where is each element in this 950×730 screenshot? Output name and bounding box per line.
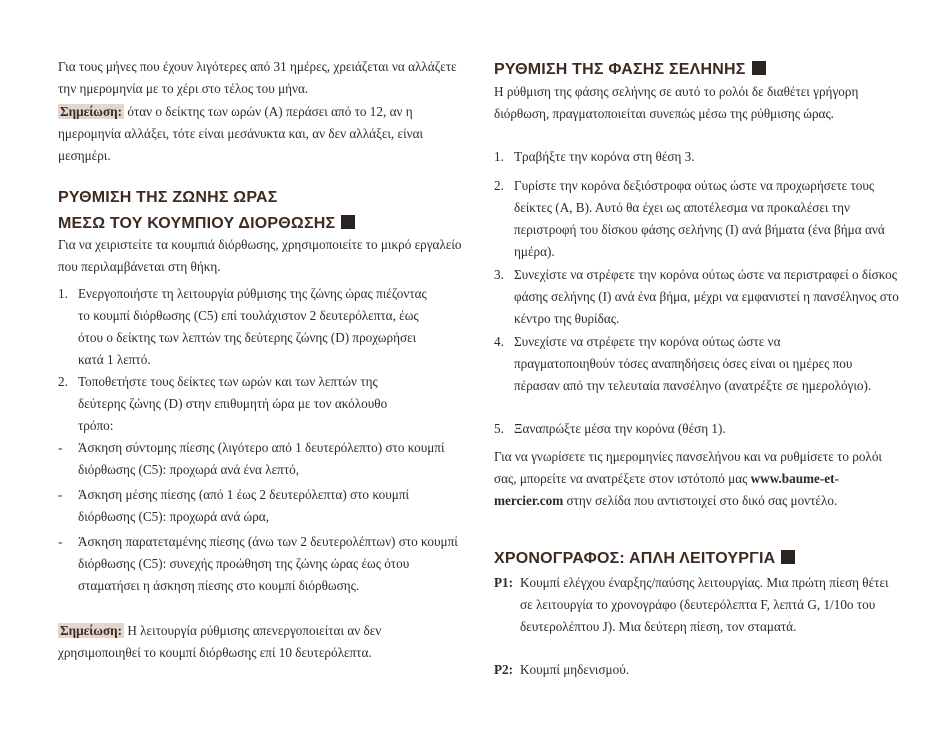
heading-line-1: ΡΥΘΜΙΣΗ ΤΗΣ ΖΩΝΗΣ ΩΡΑΣ <box>58 189 278 206</box>
bullet-mark: - <box>58 534 63 549</box>
note-label: Σημείωση: <box>60 104 123 119</box>
step-number: 1. <box>58 286 68 301</box>
step-text: Γυρίστε την κορόνα δεξιόστροφα ούτως ώστε να προχωρήσετε τους δείκτες (A, B). Αυτό θα έχει ως αποτέλεσμα να προκαλέσει την περιστροφή του δίσκου φάσης σελήνης (I) ανά βήματα (ένα βήμα ανά ημέρα). <box>514 178 885 259</box>
step-text: Τραβήξτε την κορόνα στη θέση 3. <box>514 149 695 164</box>
list-item <box>58 371 462 437</box>
note-paragraph-1 <box>58 101 462 167</box>
bullet-mark: - <box>58 487 63 502</box>
bullet-mark: - <box>58 440 63 455</box>
heading-line-2: ΜΕΣΩ ΤΟΥ ΚΟΥΜΠΙΟΥ ΔΙΟΡΘΩΣΗΣ <box>58 215 336 232</box>
pusher-key: P1: <box>494 575 514 590</box>
intro-paragraph: Για τους μήνες που έχουν λιγότερες από 31 ημέρες, χρειάζεται να αλλάζετε την ημερομηνία με το χέρι στο τέλος του μήνα. <box>58 59 457 96</box>
pusher-item <box>494 659 902 681</box>
pusher-key: P2: <box>494 662 514 677</box>
section-lead: Για να χειριστείτε τα κουμπιά διόρθωσης, χρησιμοποιείτε το μικρό εργαλείο που περιλαμβάνεται στη θήκη. <box>58 237 462 274</box>
step-number: 2. <box>494 178 504 193</box>
section-heading-chronograph <box>494 546 795 572</box>
info-paragraph <box>494 446 902 512</box>
step-text: Συνεχίστε να στρέφετε την κορόνα ούτως ώστε να πραγματοποιηθούν τόσες αναπηδήσεις όσες είναι οι ημέρες που πέρασαν από την τελευταία πανσέληνο (ανατρέξτε σε ημερολόγιο). <box>514 334 872 393</box>
note-label: Σημείωση: <box>60 623 123 638</box>
step-text: Συνεχίστε να στρέφετε την κορόνα ούτως ώστε να περιστραφεί ο δίσκος φάσης σελήνης (I) ανά ένα βήμα, μέχρι να εμφανιστεί η πανσέληνος στο κέντρο της θυρίδας. <box>514 267 899 326</box>
step-number: 3. <box>494 267 504 282</box>
step-number: 4. <box>494 334 504 349</box>
bullet-text: Άσκηση μέσης πίεσης (από 1 έως 2 δευτερόλεπτα) στο κουμπί διόρθωσης (C5): προχωρά ανά ώρα, <box>78 487 410 524</box>
section-lead: Η ρύθμιση της φάσης σελήνης σε αυτό το ρολόι δε διαθέτει γρήγορη διόρθωση, πραγματοποιείται συνεπώς μέσω της ρύθμισης ώρας. <box>494 84 859 121</box>
step-text: Τοποθετήστε τους δείκτες των ωρών και των λεπτών της δεύτερης ζώνης (D) στην επιθυμητή ώρα με τον ακόλουθο τρόπο: <box>78 374 388 433</box>
step-number: 5. <box>494 421 504 436</box>
list-item <box>58 283 462 371</box>
info-text-end: στην σελίδα που αντιστοιχεί στο δικό σας μοντέλο. <box>563 493 838 508</box>
note-text: όταν ο δείκτης των ωρών (A) περάσει από το 12, αν η ημερομηνία αλλάξει, τότε είναι μεσάνυκτα και, αν δεν αλλάξει, είναι μεσημέρι. <box>58 104 424 163</box>
list-item <box>494 146 902 168</box>
heading-text: ΧΡΟΝΟΓΡΑΦΟΣ: ΑΠΛΗ ΛΕΙΤΟΥΡΓΙΑ <box>494 550 776 567</box>
list-item <box>494 175 902 263</box>
pusher-text: Κουμπί ελέγχου έναρξης/παύσης λειτουργίας. Μια πρώτη πίεση θέτει σε λειτουργία το χρονογράφο (δευτερόλεπτα F, λεπτά G, 1/10ο του δευτερολέπτου J). Μια δεύτερη πίεση, τον σταματά. <box>520 575 889 634</box>
step-text: Ενεργοποιήστε τη λειτουργία ρύθμισης της ζώνης ώρας πιέζοντας το κουμπί διόρθωσης (C5) επί τουλάχιστον 2 δευτερόλεπτα, έως ότου ο δείκτης των λεπτών της δεύτερης ζώνης (D) προχωρήσει κατά 1 λεπτό. <box>78 286 427 367</box>
step-number: 1. <box>494 149 504 164</box>
list-item <box>58 437 462 481</box>
pusher-text: Κουμπί μηδενισμού. <box>520 662 630 677</box>
note-text: Η λειτουργία ρύθμισης απενεργοποιείται αν δεν χρησιμοποιηθεί το κουμπί διόρθωσης επί 10 δευτερόλεπτα. <box>58 623 382 660</box>
step-text: Ξαναπρώξτε μέσα την κορόνα (θέση 1). <box>514 421 726 436</box>
list-item <box>494 331 902 397</box>
list-item <box>58 531 462 597</box>
bullet-text: Άσκηση παρατεταμένης πίεσης (άνω των 2 δευτερολέπτων) στο κουμπί διόρθωσης (C5): συνεχής προώθηση της ζώνης ώρας έως ότου σταματήσει η άσκηση πίεσης στο κουμπί διόρθωσης. <box>78 534 458 593</box>
note-paragraph-2 <box>58 620 462 664</box>
list-item <box>494 418 902 440</box>
list-item <box>494 264 902 330</box>
website-link[interactable]: www.baume-et-mercier.com <box>494 471 839 508</box>
section-square-icon <box>341 215 355 229</box>
step-number: 2. <box>58 374 68 389</box>
section-square-icon <box>752 61 766 75</box>
heading-text: ΡΥΘΜΙΣΗ ΤΗΣ ΦΑΣΗΣ ΣΕΛΗΝΗΣ <box>494 61 746 78</box>
section-heading-moonphase <box>494 57 766 83</box>
bullet-text: Άσκηση σύντομης πίεσης (λιγότερο από 1 δευτερόλεπτο) στο κουμπί διόρθωσης (C5): προχωρά ανά ένα λεπτό, <box>78 440 445 477</box>
info-text: Για να γνωρίσετε τις ημερομηνίες πανσελήνου και να ρυθμίσετε το ρολόι σας, μπορείτε να ανατρέξετε στον ιστότοπό μας <box>494 449 882 486</box>
list-item <box>58 484 462 528</box>
section-square-icon <box>781 550 795 564</box>
section-heading-timezone <box>58 185 355 237</box>
pusher-item <box>494 572 902 638</box>
